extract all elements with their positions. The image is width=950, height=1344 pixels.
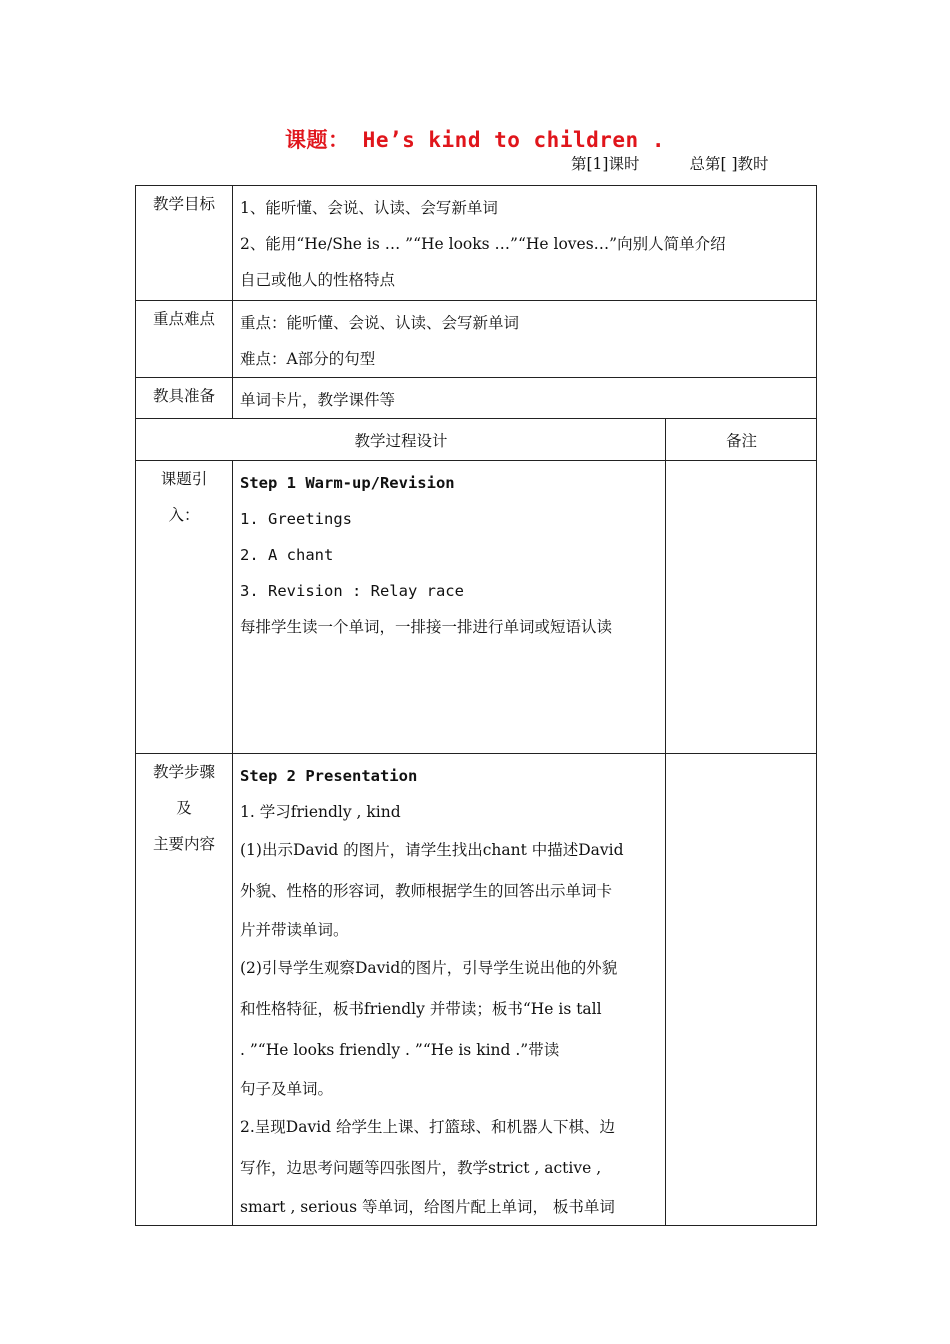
step-line: 和性格特征，板书friendly 并带读；板书“He is tall [240, 1000, 602, 1018]
intro-row [136, 461, 817, 754]
objectives-row [136, 186, 817, 301]
step-line: 片并带读单词。 [240, 921, 349, 939]
steps-row [136, 754, 817, 1226]
steps-label-line: 及 [176, 799, 192, 817]
step-line: 句子及单词。 [240, 1080, 334, 1098]
steps-notes [666, 754, 817, 1226]
step-line: smart , serious 等单词，给图片配上单词， 板书单词 [240, 1198, 615, 1216]
step-heading: Step 1 Warm-up/Revision [240, 474, 455, 492]
step-line: 写作，边思考问题等四张图片，教学strict , active , [240, 1159, 602, 1177]
objectives-label: 教学目标 [136, 186, 233, 301]
total-lesson-number: 总第[ ]教时 [689, 155, 769, 173]
step-heading: Step 2 Presentation [240, 767, 418, 785]
step-line: (1)出示David 的图片，请学生找出chant 中描述David [240, 841, 624, 859]
step-line: 外貌、性格的形容词，教师根据学生的回答出示单词卡 [240, 882, 613, 900]
materials-label: 教具准备 [136, 378, 233, 419]
key-points-label: 重点难点 [136, 301, 233, 378]
steps-content [233, 754, 666, 1226]
process-header-row [136, 419, 817, 461]
materials-content [233, 378, 817, 419]
materials-text: 单词卡片，教学课件等 [240, 391, 396, 409]
lesson-number: 第[1]课时 [571, 155, 640, 173]
intro-line: 2. A chant [240, 546, 334, 564]
notes-header [666, 419, 817, 461]
materials-row [136, 378, 817, 419]
intro-line: 3. Revision : Relay race [240, 582, 464, 600]
key-points-row [136, 301, 817, 378]
intro-notes [666, 461, 817, 754]
objective-line: 自己或他人的性格特点 [240, 271, 396, 289]
step-line: 1. 学习friendly , kind [240, 803, 401, 821]
intro-content [233, 461, 666, 754]
intro-label-line: 入： [168, 506, 200, 524]
notes-label: 备注 [725, 432, 757, 450]
step-line: . ”“He looks friendly . ”“He is kind .”带读 [240, 1041, 560, 1059]
objective-line: 1、能听懂、会说、认读、会写新单词 [240, 199, 498, 217]
steps-label [136, 754, 233, 1226]
intro-label-line: 课题引 [160, 470, 208, 488]
step-line: (2)引导学生观察David的图片，引导学生说出他的外貌 [240, 959, 618, 977]
objectives-content [233, 186, 817, 301]
intro-line: 每排学生读一个单词，一排接一排进行单词或短语认读 [240, 618, 613, 636]
key-points-content [233, 301, 817, 378]
intro-label [136, 461, 233, 754]
lesson-counter [571, 152, 769, 174]
lesson-title: 课题： He’s kind to children . [285, 128, 665, 152]
objective-line: 2、能用“He/She is … ”“He looks …”“He loves…”向别人简单介绍 [240, 235, 726, 253]
steps-label-line: 教学步骤 [152, 763, 215, 781]
key-point-line: 难点：A部分的句型 [240, 350, 376, 368]
lesson-plan-table [135, 185, 817, 1226]
steps-label-line: 主要内容 [152, 835, 215, 853]
process-design-header [136, 419, 666, 461]
key-point-line: 重点：能听懂、会说、认读、会写新单词 [240, 314, 520, 332]
intro-line: 1. Greetings [240, 510, 352, 528]
step-line: 2.呈现David 给学生上课、打篮球、和机器人下棋、边 [240, 1118, 616, 1136]
process-design-label: 教学过程设计 [354, 432, 448, 450]
